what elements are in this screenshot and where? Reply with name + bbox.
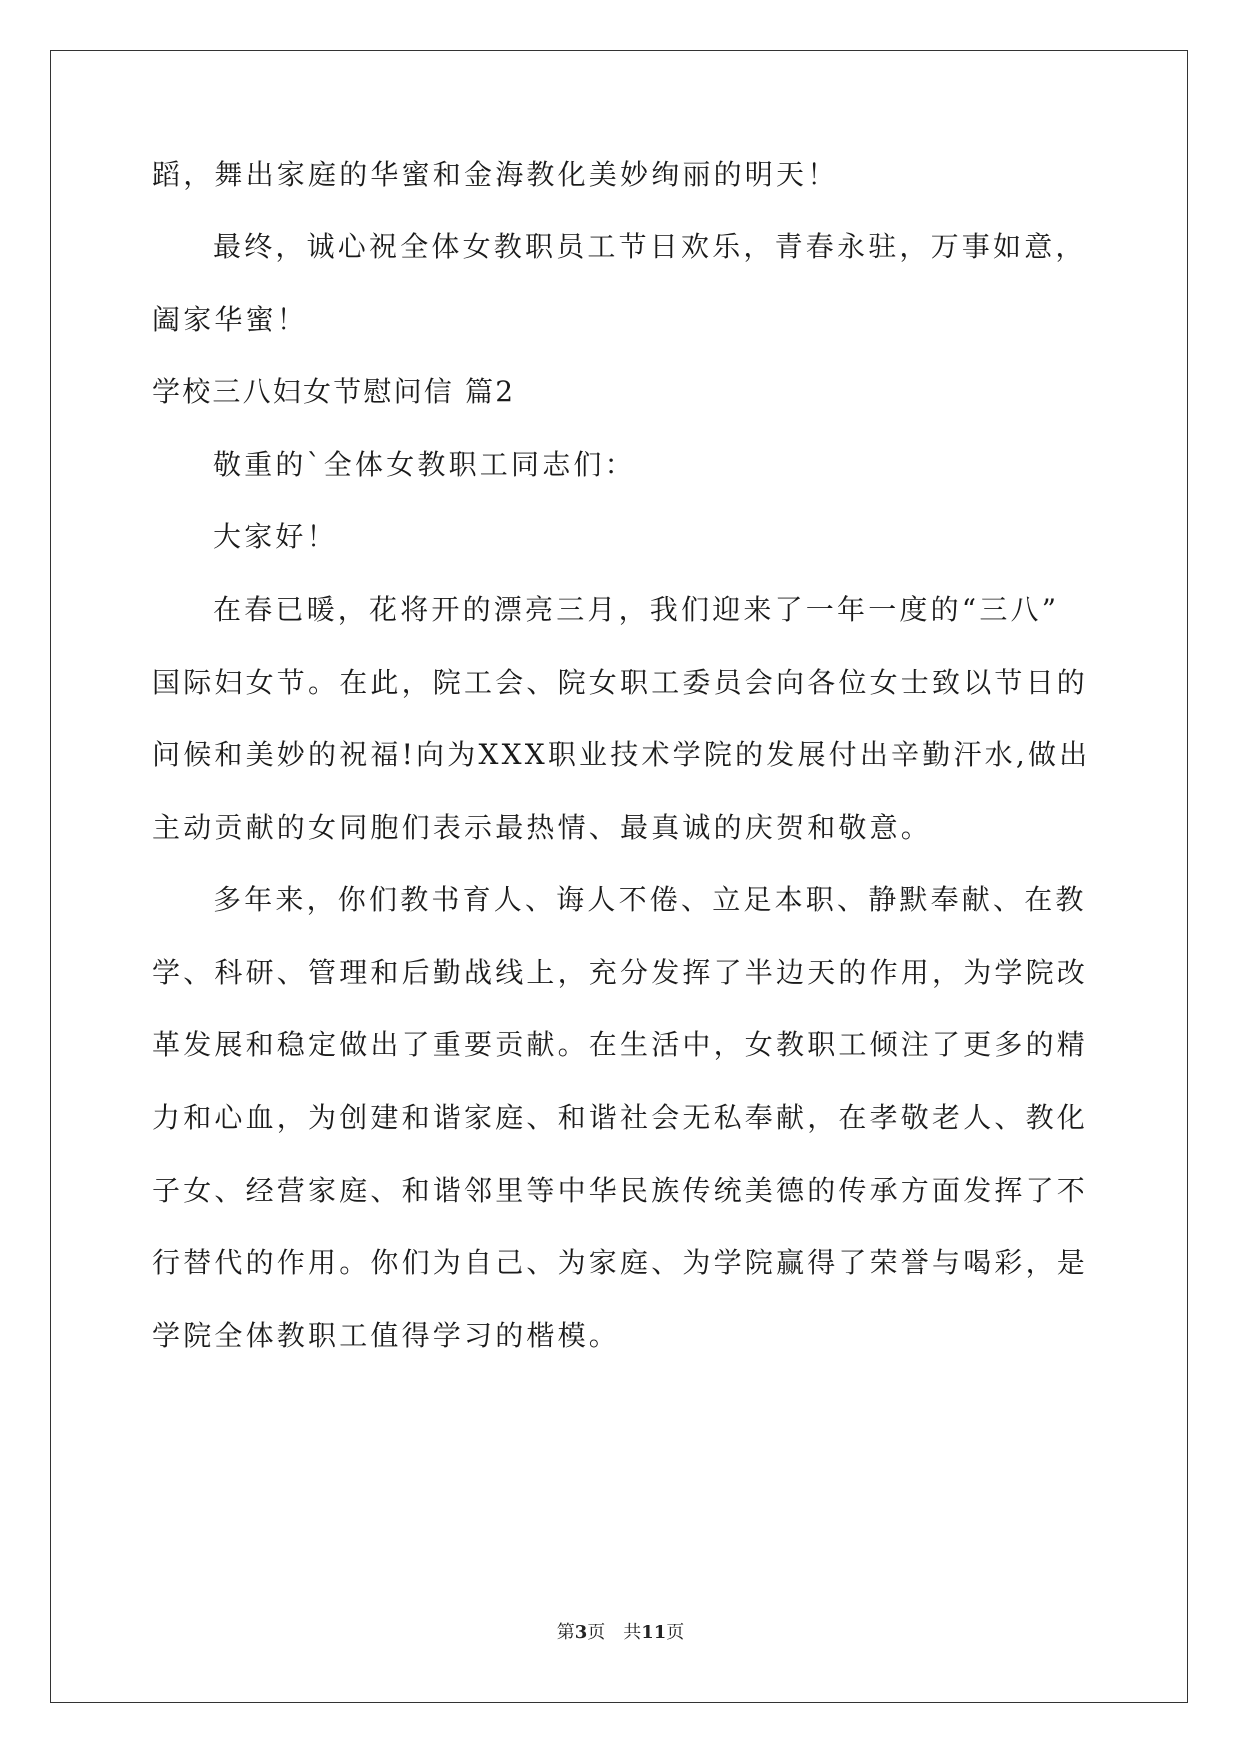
text-line: 学院全体教职工值得学习的楷模。 [152,1319,621,1352]
text-line: 大家好！ [213,520,338,553]
text-line: 国际妇女节。在此，院工会、院女职工委员会向各位女士致以节日的 [152,666,1089,699]
text-line: 子女、经营家庭、和谐邻里等中华民族传统美德的传承方面发挥了不 [152,1174,1089,1207]
text-line: 问候和美妙的祝福!向为XXX职业技术学院的发展付出辛勤汗水,做出 [152,738,1091,771]
page-border [50,50,1188,1703]
footer-prefix: 第 [556,1622,575,1643]
text-line: 行替代的作用。你们为自己、为家庭、为学院赢得了荣誉与喝彩，是 [152,1246,1089,1279]
text-line: 力和心血，为创建和谐家庭、和谐社会无私奉献，在孝敬老人、教化 [152,1101,1089,1134]
page-footer [0,1621,1241,1645]
text-line: 革发展和稳定做出了重要贡献。在生活中，女教职工倾注了更多的精 [152,1028,1089,1061]
text-line: 主动贡献的女同胞们表示最热情、最真诚的庆贺和敬意。 [152,811,933,844]
text-line: 敬重的`全体女教职工同志们： [213,448,636,481]
text-line: 阖家华蜜！ [152,303,309,336]
text-line: 多年来，你们教书育人、诲人不倦、立足本职、静默奉献、在教 [213,883,1087,916]
total-pages-number: 11 [641,1622,667,1643]
current-page-number: 3 [574,1622,588,1643]
text-line: 在春已暖，花将开的漂亮三月，我们迎来了一年一度的“三八” [213,593,1060,626]
text-line: 学、科研、管理和后勤战线上，充分发挥了半边天的作用，为学院改 [152,956,1089,989]
footer-suffix: 页 [666,1622,685,1643]
text-line: 最终，诚心祝全体女教职员工节日欢乐，青春永驻，万事如意， [213,230,1087,263]
text-line: 蹈，舞出家庭的华蜜和金海教化美妙绚丽的明天！ [152,158,839,191]
footer-middle: 页 共 [587,1622,642,1643]
section-heading: 学校三八妇女节慰问信 篇2 [152,375,516,408]
